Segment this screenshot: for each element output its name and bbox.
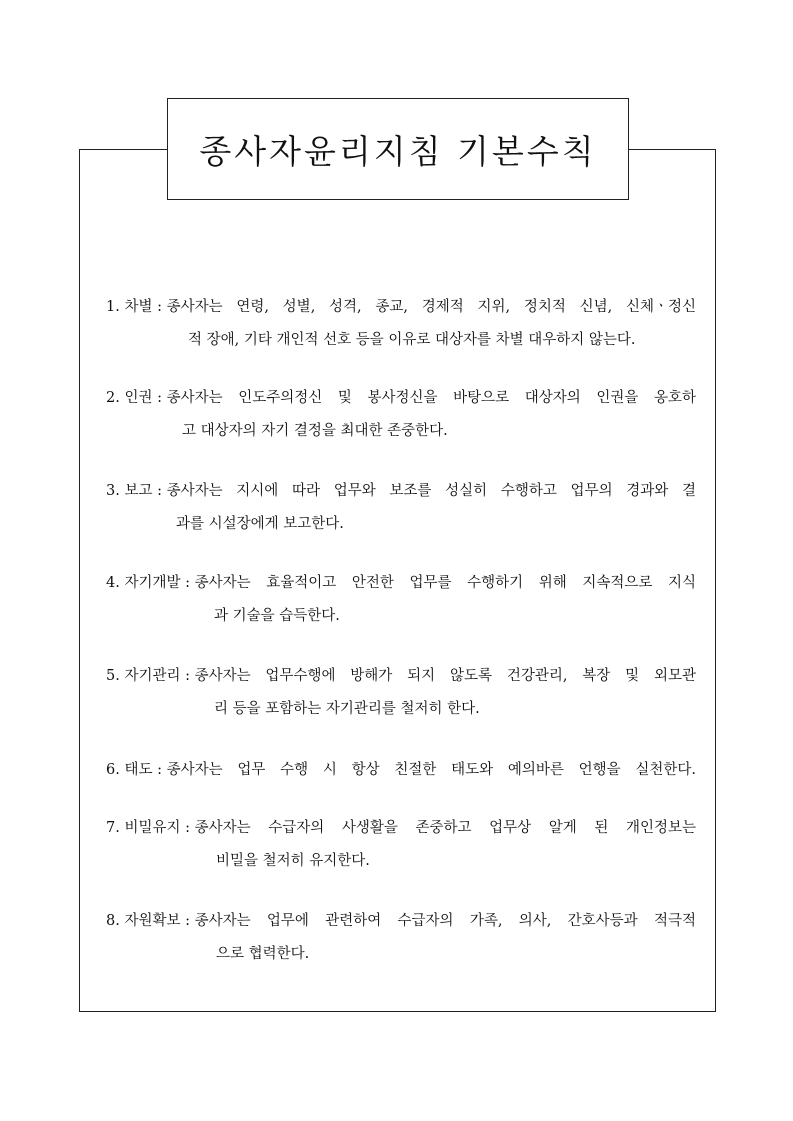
- clause-label: 2. 인권 :: [106, 390, 167, 406]
- clause-6: [106, 754, 696, 787]
- clause-8: [106, 905, 696, 971]
- clause-label: 8. 자원확보 :: [106, 913, 195, 929]
- clause-text-continued: 으로 협력한다.: [216, 946, 310, 962]
- clause-text-continued: 과 기술을 습득한다.: [214, 608, 340, 624]
- clause-text: 종사자는 업무에 관련하여 수급자의 가족, 의사, 간호사등과 적극적: [194, 913, 696, 929]
- clause-text: 종사자는 연령, 성별, 성격, 종교, 경제적 지위, 정치적 신념, 신체ㆍ정신: [166, 299, 696, 315]
- clause-text: 종사자는 지시에 따라 업무와 보조를 성실히 수행하고 업무의 경과와 결: [166, 483, 696, 499]
- clause-text-continued: 비밀을 철저히 유지한다.: [216, 853, 370, 869]
- title-box: [167, 98, 629, 200]
- clause-2: [106, 382, 696, 448]
- clause-text: 종사자는 효율적이고 안전한 업무를 수행하기 위해 지속적으로 지식: [194, 575, 696, 591]
- clause-label: 5. 자기관리 :: [106, 668, 195, 684]
- clause-label: 4. 자기개발 :: [106, 575, 195, 591]
- clause-label: 1. 차별 :: [106, 299, 167, 315]
- clause-text-continued: 고 대상자의 자기 결정을 최대한 존중한다.: [182, 423, 448, 439]
- clause-5: [106, 660, 696, 726]
- clause-label: 7. 비밀유지 :: [106, 820, 195, 836]
- clause-text: 종사자는 수급자의 사생활을 존중하고 업무상 알게 된 개인정보는: [194, 820, 696, 836]
- clause-7: [106, 812, 696, 878]
- clause-text-continued: 과를 시설장에게 보고한다.: [176, 516, 344, 532]
- clause-text: 종사자는 업무 수행 시 항상 친절한 태도와 예의바른 언행을 실천한다.: [166, 762, 696, 778]
- page-title: 종사자윤리지침 기본수칙: [199, 131, 597, 171]
- clause-3: [106, 475, 696, 541]
- clause-label: 6. 태도 :: [106, 762, 167, 778]
- clause-1: [106, 291, 696, 357]
- clause-text: 종사자는 인도주의정신 및 봉사정신을 바탕으로 대상자의 인권을 옹호하: [166, 390, 696, 406]
- clause-text-continued: 적 장애, 기타 개인적 선호 등을 이유로 대상자를 차별 대우하지 않는다.: [188, 332, 636, 348]
- clause-text: 종사자는 업무수행에 방해가 되지 않도록 건강관리, 복장 및 외모관: [194, 668, 696, 684]
- clause-4: [106, 567, 696, 633]
- clause-text-continued: 리 등을 포함하는 자기관리를 철저히 한다.: [214, 701, 480, 717]
- clause-label: 3. 보고 :: [106, 483, 167, 499]
